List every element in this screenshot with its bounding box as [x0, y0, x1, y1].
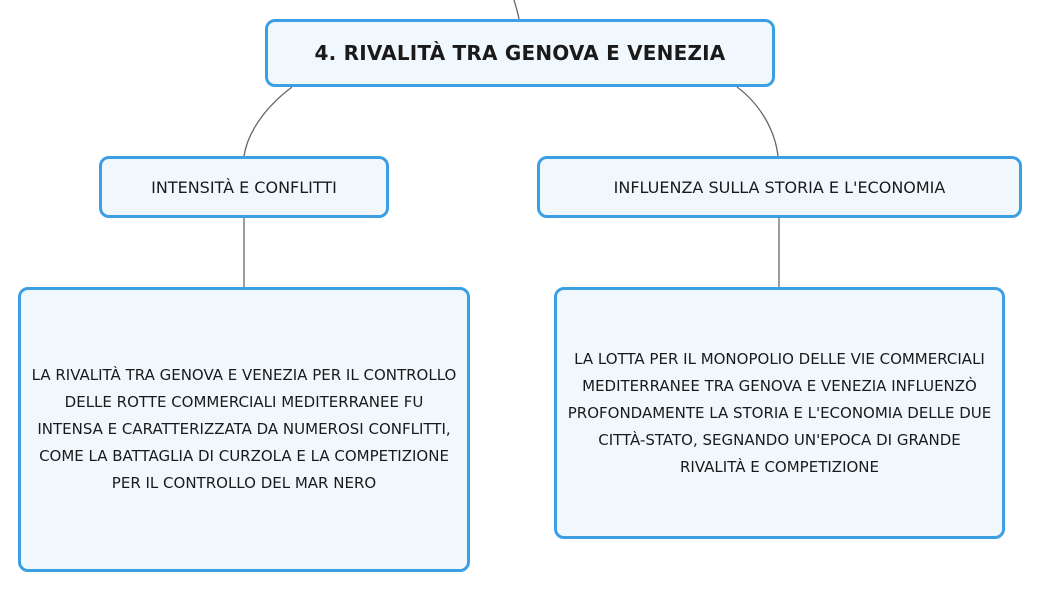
detail-topic-influence-history-economy[interactable]: [554, 287, 1005, 539]
connector-root-to-right-branch: [737, 87, 778, 156]
branch-topic-influence-history-economy[interactable]: [537, 156, 1022, 218]
root-topic[interactable]: [265, 19, 775, 87]
connector-parent-to-root: [514, 0, 519, 19]
root-topic-label: 4. RIVALITÀ TRA GENOVA E VENEZIA: [314, 41, 726, 65]
detail-topic-text: LA RIVALITÀ TRA GENOVA E VENEZIA PER IL CONTROLLO DELLE ROTTE COMMERCIALI MEDITERRANEE FU INTENSA E CARATTERIZZATA DA NUMEROSI CONFLITTI, COME LA BATTAGLIA DI CURZOLA E LA COMPETIZIONE PER IL CONTROLLO DEL MAR NERO: [31, 366, 457, 492]
detail-topic-text: LA LOTTA PER IL MONOPOLIO DELLE VIE COMMERCIALI MEDITERRANEE TRA GENOVA E VENEZIA INFLUENZÒ PROFONDAMENTE LA STORIA E L'ECONOMIA DELLE DUE CITTÀ-STATO, SEGNANDO UN'EPOCA DI GRANDE RIVALITÀ E COMPETIZIONE: [567, 349, 992, 476]
branch-topic-intensity-conflicts[interactable]: [99, 156, 389, 218]
connector-root-to-left-branch: [244, 87, 292, 156]
branch-topic-label: INTENSITÀ E CONFLITTI: [151, 177, 337, 197]
branch-topic-label: INFLUENZA SULLA STORIA E L'ECONOMIA: [613, 177, 946, 197]
detail-topic-intensity-conflicts[interactable]: [18, 287, 470, 572]
